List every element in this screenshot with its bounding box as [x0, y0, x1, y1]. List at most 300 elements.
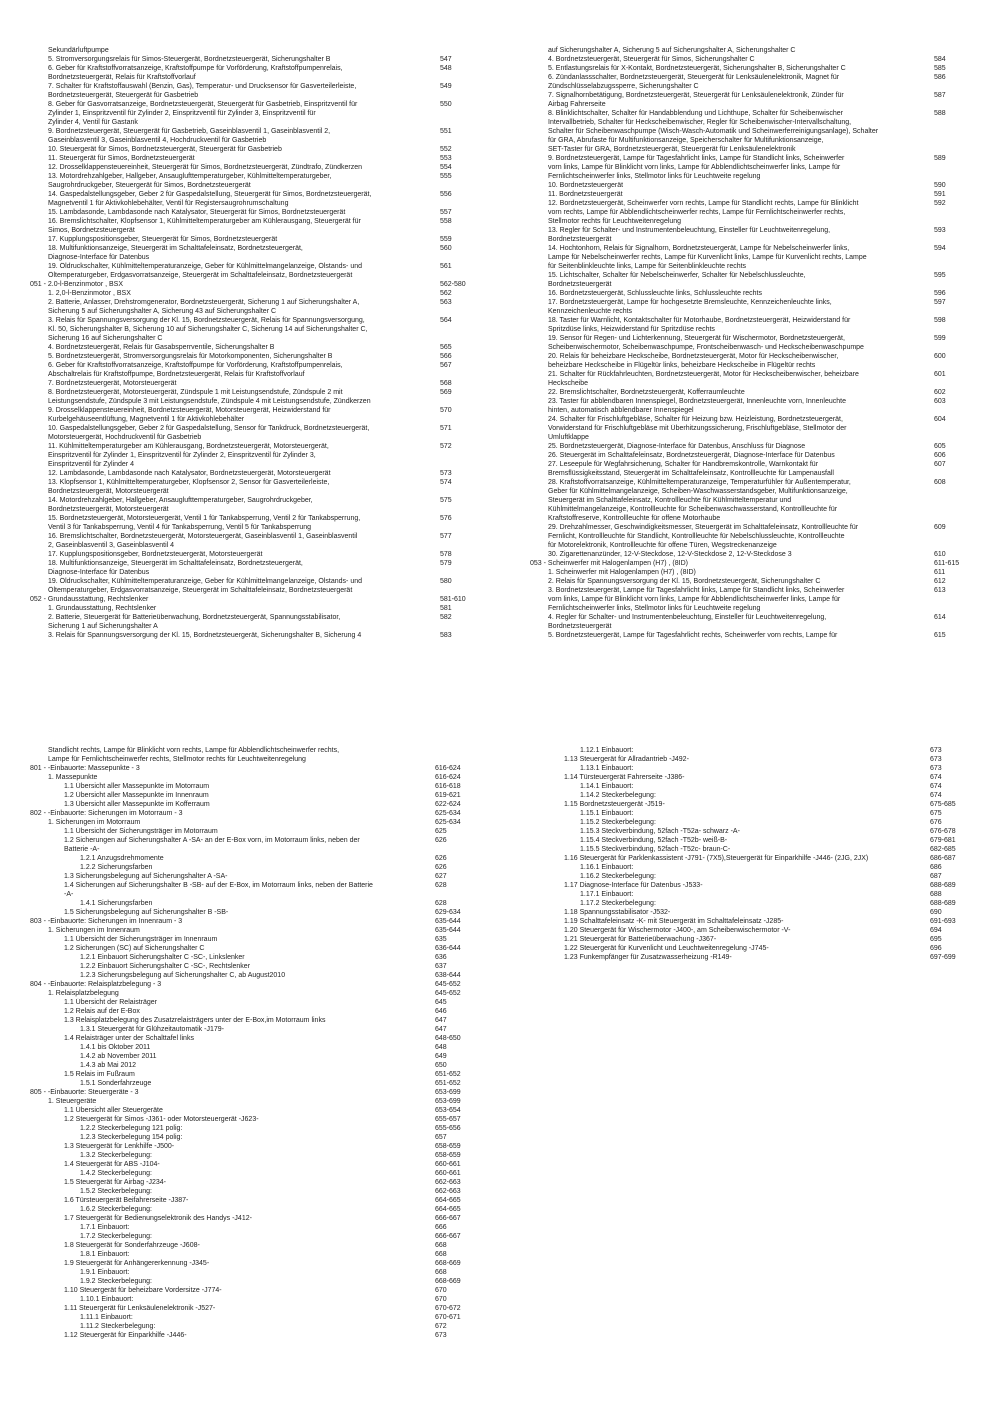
toc-entry — [30, 226, 485, 235]
toc-entry-page: 676 — [930, 819, 942, 826]
toc-entry — [30, 917, 485, 926]
toc-entry-title: 9. Bordnetzsteuergerät, Lampe für Tagesfahrlicht links, Lampe für Standlicht links, Scheinwerfer — [548, 155, 845, 162]
toc-entry-title: 1.9 Steuergerät für Anhängererkennung -J345- — [64, 1260, 210, 1267]
toc-entry — [30, 1106, 485, 1115]
toc-entry-page: 603 — [934, 398, 946, 405]
toc-entry-title: 1. Sicherungen im Motorraum — [48, 819, 141, 826]
toc-entry-title: 1.2 Sicherungen auf Sicherungshalter A -SA- an der E-Box vorn, im Motorraum links, neben der — [64, 837, 360, 844]
toc-entry — [30, 1052, 485, 1061]
toc-entry-page: 570 — [440, 407, 452, 414]
toc-entry-page: 562-580 — [440, 281, 466, 288]
toc-entry — [30, 1214, 485, 1223]
toc-entry-title: Leistungsendstufe, Zündspule 3 mit Leistungsendstufe, Zündspule 4 mit Leistungsendstufe, Zündkerzen — [48, 398, 371, 405]
toc-entry — [30, 1034, 485, 1043]
toc-entry-page — [934, 379, 970, 388]
toc-entry-page: 696 — [930, 945, 942, 952]
toc-entry — [30, 514, 485, 523]
toc-entry-page: 567 — [440, 362, 452, 369]
toc-entry-page — [934, 595, 970, 604]
toc-page-2 — [530, 46, 970, 671]
toc-entry-page — [440, 622, 485, 631]
toc-entry-title: 1.12 Steuergerät für Einparkhilfe -J446- — [64, 1332, 187, 1339]
toc-entry — [30, 181, 485, 190]
toc-entry-title: 1.16 Steuergerät für Parklenkassistent -J791- (7X5),Steuergerät für Einparkhilfe -J446- (2JG, 2JX) — [564, 855, 869, 862]
toc-entry-title: Spritzdüse links, Heizwiderstand für Spritzdüse rechts — [548, 326, 715, 333]
toc-entry — [30, 800, 485, 809]
toc-entry-page: 653-699 — [435, 1089, 461, 1096]
toc-entry-page: 648 — [435, 1044, 447, 1051]
toc-entry — [30, 1097, 485, 1106]
toc-entry-title: 23. Taster für abblendbaren Innenspiegel, Bordnetzsteuergerät, Innenleuchte vorn, Innenleuchte — [548, 398, 846, 405]
toc-entry — [30, 298, 485, 307]
toc-entry-page: 670-672 — [435, 1305, 461, 1312]
toc-entry-title: 13. Regler für Schalter- und Instrumentenbeleuchtung, Einsteller für Leuchtweitenregelung, — [548, 227, 831, 234]
toc-entry — [530, 890, 970, 899]
toc-entry-title: 1.15.3 Steckverbindung, 52fach -T52a- schwarz -A- — [580, 828, 740, 835]
toc-entry-title: -A- — [64, 891, 74, 898]
toc-entry-page — [440, 334, 485, 343]
toc-entry-title: 1.4 Relaisträger unter der Schalttafel links — [64, 1035, 194, 1042]
toc-entry-title: 2. Batterie, Anlasser, Drehstromgenerator, Bordnetzsteuergerät, Sicherung 1 auf Sicherungshalter A, — [48, 299, 360, 306]
toc-entry-title: 28. Kraftstoffvorratsanzeige, Kühlmitteltemperaturanzeige, Temperaturfühler für Außentemperatur, — [548, 479, 851, 486]
toc-page-1 — [30, 46, 485, 671]
toc-entry-title: 1.2.1 Einbauort Sicherungshalter C -SC-, Linkslenker — [80, 954, 245, 961]
toc-entry-title: Simos, Bordnetzsteuergerät — [48, 227, 135, 234]
toc-entry-title: Steuergerät im Schalttafeleinsatz, Kontrollleuchte für Kühlmitteltemperatur und — [548, 497, 792, 504]
toc-entry — [30, 163, 485, 172]
toc-entry — [530, 460, 970, 469]
toc-entry-title: hinten, automatisch abblendbarer Innenspiegel — [548, 407, 694, 414]
toc-entry-title: 1.2.2 Sicherungsfarben — [80, 864, 153, 871]
toc-entry-page: 548 — [440, 65, 452, 72]
toc-entry-page: 577 — [440, 533, 452, 540]
toc-entry-title: 7. Signalhornbetätigung, Bordnetzsteuergerät, Steuergerät für Lenksäulenelektronik, Zünder für — [548, 92, 844, 99]
toc-entry-page — [934, 253, 970, 262]
toc-entry — [30, 478, 485, 487]
toc-entry — [30, 845, 485, 854]
toc-entry-page: 591 — [934, 191, 946, 198]
toc-entry — [30, 1250, 485, 1259]
toc-entry — [30, 980, 485, 989]
toc-entry-title: 1.7.2 Steckerbelegung: — [80, 1233, 152, 1240]
toc-entry-title: Scheibenwischermotor, Scheibenwaschpumpe, Frontscheibenwasch- und Heckscheibenwaschpumpe — [548, 344, 864, 351]
toc-entry-title: 1.2.3 Steckerbelegung 154 polig: — [80, 1134, 183, 1141]
toc-entry-page: 664-665 — [435, 1197, 461, 1204]
toc-entry-page: 626 — [435, 855, 447, 862]
toc-entry-page: 675-685 — [930, 801, 956, 808]
toc-entry — [30, 746, 485, 755]
toc-entry-title: 1.4.1 Sicherungsfarben — [80, 900, 153, 907]
toc-entry-title: Öltemperaturgeber, Erdgasvorratsanzeige, Steuergerät im Schalttafeleinsatz, Bordnetzsteuergerät — [48, 587, 353, 594]
toc-entry — [30, 622, 485, 631]
toc-entry — [30, 532, 485, 541]
toc-entry-title: für GRA, Abrufaste für Multifunktionsanzeige, Speicherschalter für Multifunktionsanzeige, — [548, 137, 824, 144]
toc-entry-title: 3. Relais für Spannungsversorgung der Kl. 15, Bordnetzsteuergerät, Relais für Spannungsversorgung, — [48, 317, 365, 324]
toc-entry-page: 564 — [440, 317, 452, 324]
toc-entry-page — [440, 109, 485, 118]
toc-entry — [530, 514, 970, 523]
toc-entry-title: 1.5 Relais im Fußraum — [64, 1071, 135, 1078]
toc-entry-page: 584 — [934, 56, 946, 63]
toc-entry — [530, 316, 970, 325]
toc-entry — [530, 289, 970, 298]
toc-entry-title: 1.5.2 Steckerbelegung: — [80, 1188, 152, 1195]
toc-entry — [530, 595, 970, 604]
toc-entry-page: 605 — [934, 443, 946, 450]
toc-entry-page: 592 — [934, 200, 946, 207]
toc-entry — [530, 199, 970, 208]
toc-entry-page — [435, 890, 485, 899]
toc-entry-title: 19. Öldruckschalter, Kühlmitteltemperaturanzeige, Geber für Kühlmittelmangelanzeige, Ölstands- und — [48, 578, 362, 585]
toc-entry-page: 607 — [934, 461, 946, 468]
toc-entry-page: 690 — [930, 909, 942, 916]
toc-entry — [530, 845, 970, 854]
toc-entry-page — [934, 532, 970, 541]
toc-entry-page — [440, 505, 485, 514]
toc-entry — [30, 82, 485, 91]
toc-entry-page: 606 — [934, 452, 946, 459]
toc-entry-page: 561 — [440, 263, 452, 270]
toc-entry-title: 4. Regler für Schalter- und Instrumentenbeleuchtung, Einsteller für Leuchtweitenregelung, — [548, 614, 827, 621]
toc-entry — [30, 271, 485, 280]
toc-entry-page: 614 — [934, 614, 946, 621]
toc-entry — [530, 631, 970, 640]
toc-entry-title: 17. Bordnetzsteuergerät, Lampe für hochgesetzte Bremsleuchte, Kennzeichenleuchte links, — [548, 299, 832, 306]
toc-entry-title: Bordnetzsteuergerät, Steuergerät für Gasbetrieb — [48, 92, 199, 99]
toc-entry — [530, 397, 970, 406]
toc-entry-title: 051 - 2.0-l-Benzinmotor , BSX — [30, 281, 123, 288]
toc-entry — [530, 424, 970, 433]
toc-entry-title: Schalter für Scheibenwaschpumpe (Wisch-Wasch-Automatik und Scheinwerferreinigungsanlage), Schalter — [548, 128, 879, 135]
toc-entry — [30, 935, 485, 944]
toc-entry-page: 558 — [440, 218, 452, 225]
toc-entry — [30, 1304, 485, 1313]
toc-entry — [30, 791, 485, 800]
toc-entry — [30, 199, 485, 208]
toc-entry — [30, 172, 485, 181]
toc-entry — [30, 469, 485, 478]
toc-entry-page: 636 — [435, 954, 447, 961]
toc-entry — [30, 827, 485, 836]
toc-entry-page — [934, 496, 970, 505]
toc-entry — [30, 334, 485, 343]
toc-entry-title: 803 - -Einbauorte: Sicherungen im Innenraum - 3 — [30, 918, 183, 925]
toc-entry-page — [435, 746, 485, 755]
toc-entry-page: 673 — [930, 765, 942, 772]
toc-entry-title: 1.3.1 Steuergerät für Glühzeitautomatik -J179- — [80, 1026, 224, 1033]
toc-entry-page — [934, 46, 970, 55]
toc-entry — [30, 253, 485, 262]
toc-entry-title: 1.3 Sicherungsbelegung auf Sicherungshalter A -SA- — [64, 873, 228, 880]
toc-entry — [30, 1331, 485, 1340]
toc-entry — [530, 496, 970, 505]
toc-entry — [530, 791, 970, 800]
toc-entry-title: 1.15.4 Steckverbindung, 52fach -T52b- weiß-B- — [580, 837, 728, 844]
toc-entry-page: 674 — [930, 783, 942, 790]
toc-page-3 — [30, 746, 485, 1371]
toc-entry-page: 674 — [930, 792, 942, 799]
toc-entry — [30, 962, 485, 971]
toc-entry — [530, 755, 970, 764]
toc-entry-title: 1.3.2 Steckerbelegung: — [80, 1152, 152, 1159]
toc-entry — [30, 908, 485, 917]
toc-entry-title: Sicherung 5 auf Sicherungshalter A, Sicherung 43 auf Sicherungshalter C — [48, 308, 277, 315]
toc-entry — [530, 935, 970, 944]
toc-entry — [30, 433, 485, 442]
toc-entry-page — [934, 406, 970, 415]
toc-entry — [30, 505, 485, 514]
toc-entry-title: 805 - -Einbauorte: Steuergeräte - 3 — [30, 1089, 139, 1096]
toc-entry-title: 8. Bordnetzsteuergerät, Motorsteuergerät, Zündspule 1 mit Leistungsendstufe, Zündspule 2 mit — [48, 389, 343, 396]
toc-entry-title: 11. Kühlmitteltemperaturgeber am Kühlerausgang, Bordnetzsteuergerät, Motorsteuergerät, — [48, 443, 329, 450]
toc-entry-title: Saugrohrdruckgeber, Steuergerät für Simos, Bordnetzsteuergerät — [48, 182, 251, 189]
toc-entry — [530, 379, 970, 388]
toc-entry-title: 1.5 Sicherungsbelegung auf Sicherungshalter B -SB- — [64, 909, 229, 916]
toc-entry-page: 625-634 — [435, 819, 461, 826]
toc-entry-title: Airbag Fahrerseite — [548, 101, 606, 108]
toc-entry — [530, 586, 970, 595]
toc-entry-title: Batterie -A- — [64, 846, 100, 853]
toc-entry — [530, 118, 970, 127]
toc-entry-page: 655-656 — [435, 1125, 461, 1132]
toc-entry-title: 1. Scheinwerfer mit Halogenlampen (H7) , (8ID) — [548, 569, 696, 576]
toc-entry-title: 19. Öldruckschalter, Kühlmitteltemperaturanzeige, Geber für Kühlmittelmangelanzeige, Ölstands- und — [48, 263, 362, 270]
toc-entry — [30, 64, 485, 73]
toc-entry — [530, 226, 970, 235]
toc-entry-title: Einspritzventil für Zylinder 4 — [48, 461, 134, 468]
toc-entry — [30, 523, 485, 532]
toc-entry-page: 572 — [440, 443, 452, 450]
toc-entry-page: 688-689 — [930, 900, 956, 907]
toc-entry — [530, 361, 970, 370]
toc-entry-page: 553 — [440, 155, 452, 162]
toc-entry — [30, 926, 485, 935]
toc-entry — [30, 397, 485, 406]
toc-entry-title: 1.1 Übersicht der Relaisträger — [64, 999, 157, 1006]
toc-entry-title: 10. Gaspedalstellungsgeber, Geber 2 für Gaspedalstellung, Sensor für Tankdruck, Bordnetzsteuergerät, — [48, 425, 370, 432]
toc-entry-title: Fernlicht, Kontrollleuchte für Standlicht, Kontrollleuchte für Nebelschlussleuchte, Kontrollleuchte — [548, 533, 845, 540]
toc-entry — [30, 809, 485, 818]
toc-entry-page: 645 — [435, 999, 447, 1006]
toc-entry-title: 17. Kupplungspositionsgeber, Bordnetzsteuergerät, Motorsteuergerät — [48, 551, 263, 558]
toc-entry — [30, 388, 485, 397]
toc-entry — [530, 478, 970, 487]
toc-entry-page: 611 — [934, 569, 946, 576]
toc-entry-page: 609 — [934, 524, 946, 531]
toc-entry — [30, 944, 485, 953]
toc-entry — [30, 100, 485, 109]
toc-entry-title: Diagnose-Interface für Datenbus — [48, 569, 150, 576]
toc-entry-title: 1.9.1 Einbauort: — [80, 1269, 130, 1276]
toc-entry-title: 11. Bordnetzsteuergerät — [548, 191, 623, 198]
toc-entry-page: 687 — [930, 873, 942, 880]
toc-entry — [30, 154, 485, 163]
toc-entry-title: 802 - -Einbauorte: Sicherungen im Motorraum - 3 — [30, 810, 183, 817]
toc-entry — [30, 773, 485, 782]
toc-entry-title: Bordnetzsteuergerät, Motorsteuergerät — [48, 488, 169, 495]
toc-entry-title: 1.4.3 ab Mai 2012 — [80, 1062, 137, 1069]
toc-entry-page — [440, 118, 485, 127]
toc-entry — [530, 487, 970, 496]
toc-entry-page — [435, 845, 485, 854]
toc-entry — [30, 863, 485, 872]
toc-entry — [30, 1241, 485, 1250]
toc-entry — [530, 953, 970, 962]
toc-entry-title: SET-Taster für GRA, Bordnetzsteuergerät, Steuergerät für Lenksäulenelektronik — [548, 146, 796, 153]
toc-entry-page — [440, 568, 485, 577]
toc-entry-page: 557 — [440, 209, 452, 216]
toc-entry-page: 627 — [435, 873, 447, 880]
toc-entry — [30, 1313, 485, 1322]
toc-entry — [530, 307, 970, 316]
toc-entry-page: 590 — [934, 182, 946, 189]
toc-entry-page: 668-669 — [435, 1278, 461, 1285]
toc-entry-title: Bordnetzsteuergerät — [548, 281, 612, 288]
toc-entry — [30, 1061, 485, 1070]
toc-entry-title: 1.7.1 Einbauort: — [80, 1224, 130, 1231]
toc-entry-page: 582 — [440, 614, 452, 621]
toc-entry-title: 7. Bordnetzsteuergerät, Motorsteuergerät — [48, 380, 177, 387]
toc-entry — [530, 433, 970, 442]
toc-entry-title: Zündschlüsselabzugssperre, Sicherungshalter C — [548, 83, 699, 90]
toc-entry-title: 5. Entlastungsrelais für X-Kontakt, Bordnetzsteuergerät, Sicherungshalter B, Sicherungshalter C — [548, 65, 846, 72]
toc-entry-title: Fernlichtscheinwerfer links, Stellmotor links für Leuchtweite regelung — [548, 605, 761, 612]
toc-entry-title: Diagnose-Interface für Datenbus — [48, 254, 150, 261]
toc-entry — [30, 881, 485, 890]
toc-entry — [30, 1007, 485, 1016]
toc-entry — [30, 854, 485, 863]
toc-entry-title: 1.1 Übersicht der Sicherungsträger im Innenraum — [64, 936, 218, 943]
toc-entry-page: 555 — [440, 173, 452, 180]
toc-entry — [30, 406, 485, 415]
toc-entry-title: 1.1 Übersicht aller Steuergeräte — [64, 1107, 163, 1114]
toc-entry — [30, 595, 485, 604]
toc-entry-page: 649 — [435, 1053, 447, 1060]
toc-entry — [530, 550, 970, 559]
toc-entry — [530, 523, 970, 532]
toc-entry — [30, 1043, 485, 1052]
toc-entry-title: 22. Bremslichtschalter, Bordnetzsteuergerät, Kofferraumleuchte — [548, 389, 745, 396]
toc-entry-page: 625-634 — [435, 810, 461, 817]
toc-entry-title: 1.15.1 Einbauort: — [580, 810, 634, 817]
toc-entry-title: 9. Bordnetzsteuergerät, Steuergerät für Gasbetrieb, Gaseinblasventil 1, Gaseinblasventil 2, — [48, 128, 331, 135]
toc-entry — [30, 91, 485, 100]
toc-entry — [530, 271, 970, 280]
toc-entry — [30, 1133, 485, 1142]
toc-entry-page: 653-654 — [435, 1107, 461, 1114]
toc-entry-title: 804 - -Einbauorte: Relaisplatzbelegung - 3 — [30, 981, 162, 988]
toc-entry-page: 613 — [934, 587, 946, 594]
toc-entry — [30, 487, 485, 496]
toc-entry-page: 686-687 — [930, 855, 956, 862]
toc-entry-title: 1.4.2 Steckerbelegung: — [80, 1170, 152, 1177]
toc-entry-page: 593 — [934, 227, 946, 234]
toc-entry — [30, 1115, 485, 1124]
toc-entry-title: 12. Drosselklappensteuereinheit, Steuergerät für Simos, Bordnetzsteuergerät, Zündtrafo, Zündkerzen — [48, 164, 363, 171]
toc-entry-title: 1.8.1 Einbauort: — [80, 1251, 130, 1258]
toc-entry — [30, 46, 485, 55]
toc-entry-page: 604 — [934, 416, 946, 423]
toc-entry-page: 559 — [440, 236, 452, 243]
toc-entry-page: 694 — [930, 927, 942, 934]
toc-entry-page: 658-659 — [435, 1152, 461, 1159]
toc-entry-title: 3. Bordnetzsteuergerät, Lampe für Tagesfahrlicht links, Lampe für Standlicht links, Scheinwerfer — [548, 587, 845, 594]
toc-entry — [530, 836, 970, 845]
toc-entry — [30, 244, 485, 253]
toc-entry-page — [440, 226, 485, 235]
toc-entry — [530, 244, 970, 253]
toc-entry-title: 1.4.1 bis Oktober 2011 — [80, 1044, 151, 1051]
toc-entry-title: vorn links, Lampe für Blinklicht vorn links, Lampe für Abblendlichtscheinwerfer links, Lampe für — [548, 596, 841, 603]
toc-entry-page: 588 — [934, 110, 946, 117]
toc-entry-title: Sicherung 16 auf Sicherungshalter C — [48, 335, 163, 342]
toc-entry-page: 668 — [435, 1269, 447, 1276]
toc-entry-page: 598 — [934, 317, 946, 324]
toc-entry-page: 676-678 — [930, 828, 956, 835]
toc-entry-title: für Seitenblinkleuchte links, Lampe für Seitenblinkleuchte rechts — [548, 263, 747, 270]
toc-entry — [30, 550, 485, 559]
toc-entry — [30, 1268, 485, 1277]
toc-entry-title: 1.2.3 Sicherungsbelegung auf Sicherungshalter C, ab August2010 — [80, 972, 286, 979]
toc-entry — [30, 782, 485, 791]
toc-entry — [530, 208, 970, 217]
toc-entry — [530, 109, 970, 118]
toc-entry — [30, 1232, 485, 1241]
toc-entry — [30, 127, 485, 136]
toc-entry-title: 1.18 Spannungsstabilisator -J532- — [564, 909, 671, 916]
toc-entry — [530, 469, 970, 478]
toc-entry-title: 19. Sensor für Regen- und Lichterkennung, Steuergerät für Wischermotor, Bordnetzsteuergerät, — [548, 335, 845, 342]
toc-entry-page: 670-671 — [435, 1314, 461, 1321]
toc-entry-page: 574 — [440, 479, 452, 486]
toc-entry-page: 675 — [930, 810, 942, 817]
toc-entry — [30, 316, 485, 325]
toc-entry-page: 686 — [930, 864, 942, 871]
toc-entry — [530, 764, 970, 773]
toc-entry-title: 1.5 Steuergerät für Airbag -J234- — [64, 1179, 166, 1186]
toc-entry — [530, 559, 970, 568]
toc-entry — [30, 280, 485, 289]
toc-entry — [530, 827, 970, 836]
toc-entry-page — [440, 460, 485, 469]
toc-entry-page: 638-644 — [435, 972, 461, 979]
toc-entry-title: 25. Bordnetzsteuergerät, Diagnose-Interface für Datenbus, Anschluss für Diagnose — [548, 443, 806, 450]
toc-entry — [30, 613, 485, 622]
toc-entry-page: 579 — [440, 560, 452, 567]
toc-entry — [30, 235, 485, 244]
toc-entry-title: Vorwiderstand für Frischluftgebläse mit Überhitzungssicherung, Frischluftgebläse, Stellmotor der — [548, 425, 847, 432]
toc-entry-page: 594 — [934, 245, 946, 252]
toc-entry-title: 1.14.1 Einbauort: — [580, 783, 634, 790]
toc-entry-title: Lampe für Fernlichtscheinwerfer rechts, Stellmotor rechts für Leuchtweitenregelung — [48, 756, 306, 763]
toc-entry-title: 1.2.1 Anzugsdrehmomente — [80, 855, 164, 862]
toc-entry — [30, 586, 485, 595]
toc-entry-title: 1.13 Steuergerät für Allradantrieb -J492- — [564, 756, 689, 763]
toc-entry-title: 1.6 Türsteuergerät Beifahrerseite -J387- — [64, 1197, 189, 1204]
toc-entry-title: 052 - Grundausstattung, Rechtslenker — [30, 596, 149, 603]
toc-entry-title: Bremsflüssigkeitsstand, Steuergerät im Schalttafeleinsatz, Kontrollleuchte für Lampenausfall — [548, 470, 834, 477]
toc-entry-title: Kurbelgehäuseentlüftung, Magnetventil 1 für Aktivkohlebehälter — [48, 416, 245, 423]
toc-entry-title: 6. Zündanlassschalter, Bordnetzsteuergerät, Steuergerät für Lenksäulenelektronik, Magnet für — [548, 74, 840, 81]
toc-entry-page: 653-699 — [435, 1098, 461, 1105]
toc-entry-page: 670 — [435, 1296, 447, 1303]
toc-entry — [30, 145, 485, 154]
toc-entry — [530, 298, 970, 307]
toc-entry-page — [934, 82, 970, 91]
toc-entry-page: 646 — [435, 1008, 447, 1015]
toc-entry — [30, 1088, 485, 1097]
toc-entry-page: 573 — [440, 470, 452, 477]
